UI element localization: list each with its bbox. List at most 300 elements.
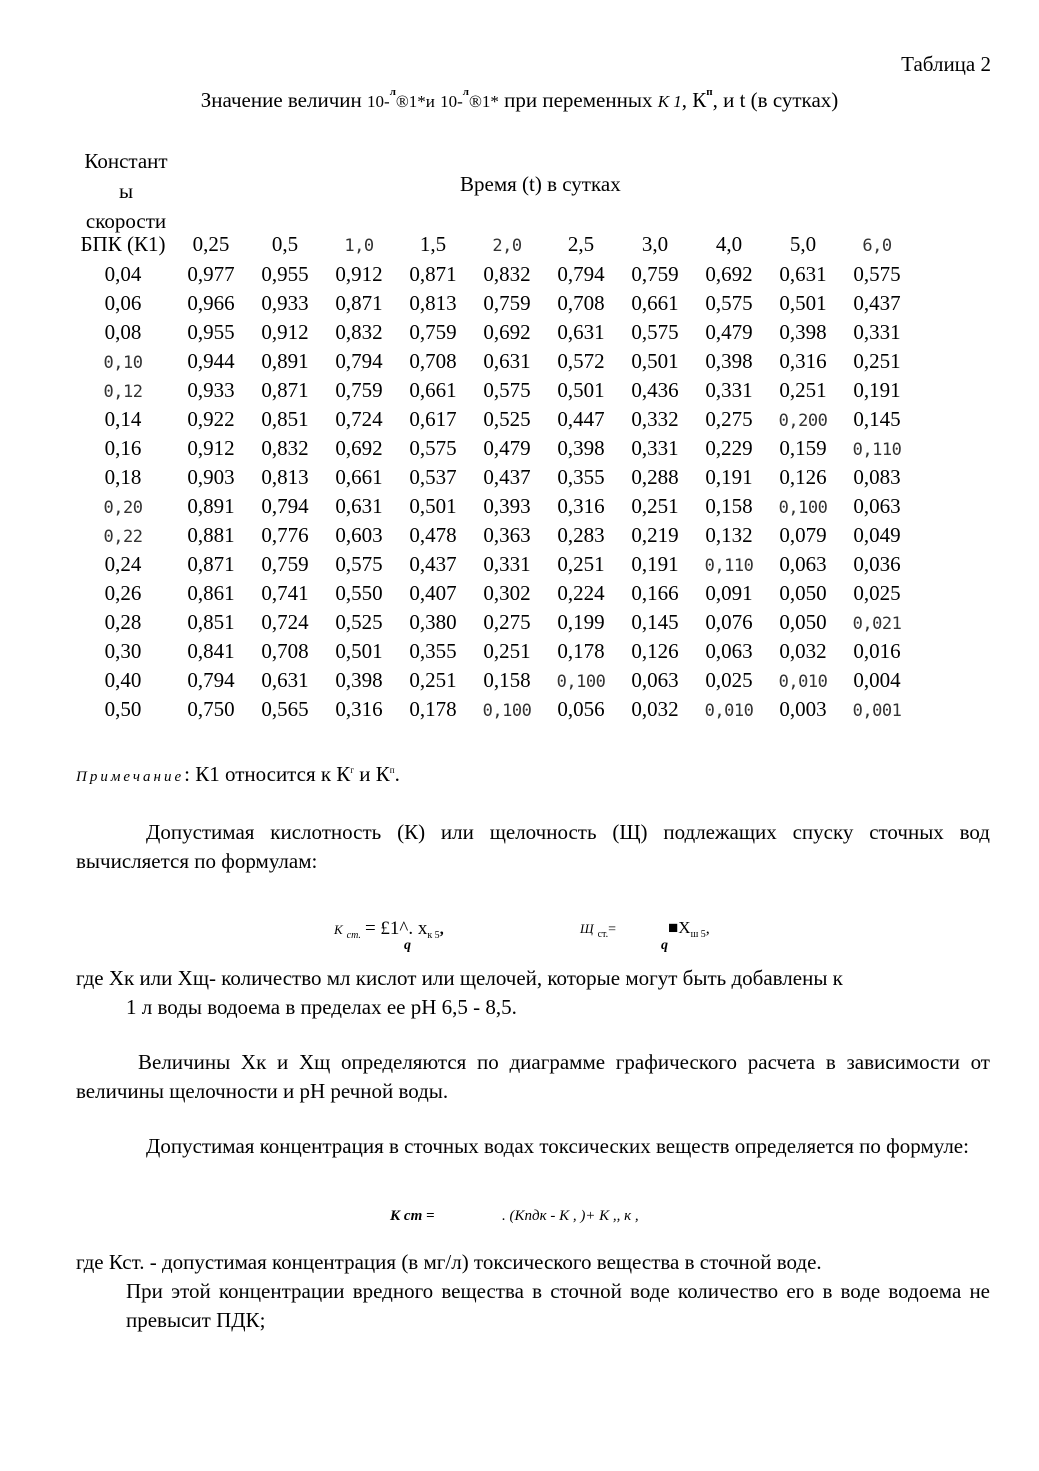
value-text: 0,575 xyxy=(631,320,679,344)
table-row xyxy=(72,521,914,550)
value-text: 0,076 xyxy=(705,610,753,634)
value-text: 1,5 xyxy=(419,231,447,256)
value-text: 0,010 xyxy=(704,701,754,721)
value-text: 0,841 xyxy=(187,639,235,663)
value-text: 0,063 xyxy=(631,668,679,692)
value-text: 0,759 xyxy=(409,320,457,344)
value-text: 0,110 xyxy=(852,440,902,460)
data-table xyxy=(72,228,914,724)
formula-acidity: К $_{ст.}$ = £1^. $х_{к 5}$, xyxy=(334,918,444,942)
rate-constant-cell xyxy=(72,434,174,463)
value-cell xyxy=(766,463,840,492)
formula-k-q: q xyxy=(404,938,411,953)
rate-constant-cell xyxy=(72,376,174,405)
value-text: 0,955 xyxy=(261,262,309,286)
rate-constant-cell xyxy=(72,637,174,666)
const-header xyxy=(76,146,176,236)
value-text: 0,741 xyxy=(261,581,309,605)
value-cell xyxy=(544,347,618,376)
value-text: 0,933 xyxy=(187,378,235,402)
value-text: 0,724 xyxy=(335,407,383,431)
value-text: 6,0 xyxy=(862,235,892,256)
value-text: 0,083 xyxy=(853,465,901,489)
value-text: 0,302 xyxy=(483,581,531,605)
value-text: 0,159 xyxy=(779,436,827,460)
value-text: 0,283 xyxy=(557,523,605,547)
table-row xyxy=(72,347,914,376)
value-cell xyxy=(174,666,248,695)
value-cell xyxy=(470,260,544,289)
value-cell xyxy=(766,492,840,521)
formula-sh-sub: ст. xyxy=(597,929,609,941)
value-text: 0,603 xyxy=(335,523,383,547)
value-text: 0,331 xyxy=(853,320,901,344)
title-box-2: ®1* xyxy=(468,92,499,111)
value-text: 0,050 xyxy=(779,610,827,634)
value-cell xyxy=(470,434,544,463)
value-cell xyxy=(840,695,914,724)
value-cell xyxy=(470,492,544,521)
value-text: 0,380 xyxy=(409,610,457,634)
value-cell xyxy=(396,376,470,405)
formula-sh: Щ xyxy=(580,921,594,936)
value-text: 0,692 xyxy=(483,320,531,344)
value-text: 2,0 xyxy=(492,235,522,256)
value-cell xyxy=(544,376,618,405)
rate-constant-cell xyxy=(72,405,174,434)
value-cell xyxy=(396,463,470,492)
table-title: Значение величин 10-$^л$®1*и 10-$^л$®1* при переменных К 1, $К^п$, и t (в сутках) xyxy=(200,86,839,112)
value-text: 0,912 xyxy=(335,262,383,286)
formula-toxic xyxy=(390,1208,639,1225)
value-cell xyxy=(618,318,692,347)
value-text: 0,661 xyxy=(631,291,679,315)
value-cell xyxy=(396,666,470,695)
value-text: 0,813 xyxy=(261,465,309,489)
value-cell xyxy=(618,695,692,724)
value-text: 0,050 xyxy=(779,581,827,605)
value-text: 0,288 xyxy=(631,465,679,489)
value-text: 3,0 xyxy=(641,231,669,256)
value-text: 0,478 xyxy=(409,523,457,547)
value-cell xyxy=(766,608,840,637)
value-cell xyxy=(396,695,470,724)
value-cell xyxy=(248,347,322,376)
formula-k: К xyxy=(334,922,343,937)
time-column-header xyxy=(766,228,840,260)
value-text: 0,447 xyxy=(557,407,605,431)
value-cell xyxy=(692,463,766,492)
value-cell xyxy=(618,666,692,695)
value-cell xyxy=(396,405,470,434)
value-text: 0,219 xyxy=(631,523,679,547)
value-text: 0,575 xyxy=(335,552,383,576)
value-cell xyxy=(322,637,396,666)
value-cell xyxy=(544,695,618,724)
table-row xyxy=(72,666,914,695)
value-text: 0,912 xyxy=(261,320,309,344)
value-text: 0,813 xyxy=(409,291,457,315)
value-cell xyxy=(840,318,914,347)
value-cell xyxy=(766,318,840,347)
value-text: 0,332 xyxy=(631,407,679,431)
table-row xyxy=(72,289,914,318)
title-box-1: ®1*и xyxy=(395,92,435,111)
value-cell xyxy=(248,492,322,521)
value-text: 0,079 xyxy=(779,523,827,547)
value-cell xyxy=(544,289,618,318)
value-cell xyxy=(248,376,322,405)
value-text: 0,5 xyxy=(271,231,299,256)
value-cell xyxy=(840,463,914,492)
value-text: 0,032 xyxy=(631,697,679,721)
value-text: 0,891 xyxy=(187,494,235,518)
value-cell xyxy=(692,521,766,550)
value-text: 0,132 xyxy=(705,523,753,547)
value-cell xyxy=(322,405,396,434)
title-text-2: при переменных xyxy=(504,88,653,112)
value-cell xyxy=(618,347,692,376)
value-text: 0,708 xyxy=(409,349,457,373)
rate-constant-text: 0,18 xyxy=(104,465,142,489)
value-text: 0,363 xyxy=(483,523,531,547)
value-cell xyxy=(840,608,914,637)
value-text: 0,316 xyxy=(779,349,827,373)
formula-toxic-right: . (Кпдк - К , )+ К ,, к , xyxy=(502,1208,639,1224)
value-text: 0,631 xyxy=(779,262,827,286)
value-text: 0,572 xyxy=(557,349,605,373)
value-text: 0,525 xyxy=(483,407,531,431)
formula-alkalinity xyxy=(580,918,710,940)
note-sup-1: г xyxy=(350,765,355,775)
value-cell xyxy=(618,376,692,405)
rate-constant-cell xyxy=(72,579,174,608)
value-cell xyxy=(248,318,322,347)
value-text: 0,881 xyxy=(187,523,235,547)
value-text: 0,331 xyxy=(705,378,753,402)
value-text: 0,191 xyxy=(631,552,679,576)
value-text: 0,437 xyxy=(853,291,901,315)
value-text: 0,398 xyxy=(335,668,383,692)
value-text: 0,575 xyxy=(409,436,457,460)
rate-constant-text: 0,20 xyxy=(103,498,143,518)
value-text: 0,977 xyxy=(187,262,235,286)
time-header: Время (t) в сутках xyxy=(460,172,621,196)
value-text: 0,355 xyxy=(409,639,457,663)
definition-kst-line-2: При этой концентрации вредного вещества в сточной воде количество его в воде водоема не превысит ПДК; xyxy=(126,1279,990,1332)
note-label: Примечание xyxy=(76,769,185,785)
value-text: 0,575 xyxy=(483,378,531,402)
value-text: 0,479 xyxy=(705,320,753,344)
value-cell xyxy=(470,289,544,318)
value-text: 0,251 xyxy=(779,378,827,402)
value-cell xyxy=(248,434,322,463)
rate-constant-cell xyxy=(72,608,174,637)
title-k2: К xyxy=(692,88,707,112)
value-text: 0,955 xyxy=(187,320,235,344)
table-row xyxy=(72,579,914,608)
value-text: 0,631 xyxy=(335,494,383,518)
time-column-header xyxy=(470,228,544,260)
value-cell xyxy=(322,492,396,521)
value-cell xyxy=(396,347,470,376)
value-cell xyxy=(248,405,322,434)
rate-constant-cell xyxy=(72,695,174,724)
value-cell xyxy=(174,318,248,347)
definition-x-line-1: где Хк или Хщ- количество мл кислот или щелочей, которые могут быть добавлены к xyxy=(76,966,843,990)
value-cell xyxy=(544,608,618,637)
value-text: 0,158 xyxy=(705,494,753,518)
title-expr-2: 10- xyxy=(440,92,463,111)
value-cell xyxy=(174,550,248,579)
value-text: 0,003 xyxy=(779,697,827,721)
value-text: 0,912 xyxy=(187,436,235,460)
value-cell xyxy=(174,579,248,608)
value-cell xyxy=(174,405,248,434)
value-text: 0,229 xyxy=(705,436,753,460)
table-row xyxy=(72,260,914,289)
rate-constant-cell xyxy=(72,666,174,695)
time-column-header xyxy=(322,228,396,260)
value-cell xyxy=(174,608,248,637)
value-cell xyxy=(618,637,692,666)
value-cell xyxy=(840,579,914,608)
value-cell xyxy=(322,376,396,405)
table-row xyxy=(72,405,914,434)
value-cell xyxy=(544,463,618,492)
time-column-header xyxy=(692,228,766,260)
value-cell xyxy=(396,260,470,289)
value-cell xyxy=(766,666,840,695)
value-text: 0,759 xyxy=(631,262,679,286)
value-text: 0,25 xyxy=(192,231,230,256)
value-cell xyxy=(544,637,618,666)
value-cell xyxy=(322,318,396,347)
value-cell xyxy=(766,289,840,318)
rate-constant-text: 0,26 xyxy=(104,581,142,605)
value-text: 0,178 xyxy=(557,639,605,663)
value-cell xyxy=(692,579,766,608)
value-cell xyxy=(692,289,766,318)
value-cell xyxy=(396,637,470,666)
value-text: 0,063 xyxy=(779,552,827,576)
rate-constant-text: 0,06 xyxy=(104,291,142,315)
rate-constant-cell xyxy=(72,463,174,492)
value-text: 0,251 xyxy=(483,639,531,663)
value-text: 0,537 xyxy=(409,465,457,489)
table-note xyxy=(76,762,400,787)
value-cell xyxy=(766,637,840,666)
rate-constant-cell xyxy=(72,289,174,318)
time-column-header xyxy=(174,228,248,260)
time-column-header xyxy=(544,228,618,260)
definition-x xyxy=(76,964,990,1022)
rate-constant-text: 0,14 xyxy=(104,407,142,431)
value-cell xyxy=(248,695,322,724)
value-text: 0,631 xyxy=(261,668,309,692)
title-k1: К 1 xyxy=(657,92,682,111)
value-cell xyxy=(248,666,322,695)
value-cell xyxy=(692,376,766,405)
value-cell xyxy=(766,347,840,376)
rate-constant-text: 0,10 xyxy=(103,353,143,373)
value-cell xyxy=(766,579,840,608)
value-text: 0,063 xyxy=(853,494,901,518)
value-text: 0,871 xyxy=(187,552,235,576)
value-cell xyxy=(618,608,692,637)
title-sup-2: л xyxy=(462,86,469,98)
table-row xyxy=(72,318,914,347)
value-text: 0,191 xyxy=(705,465,753,489)
value-text: 0,331 xyxy=(483,552,531,576)
rate-constant-text: 0,28 xyxy=(104,610,142,634)
value-cell xyxy=(322,666,396,695)
value-text: 0,501 xyxy=(557,378,605,402)
rate-constant-text: БПК (К1) xyxy=(80,231,166,256)
const-header-line: скорости xyxy=(85,209,167,233)
value-cell xyxy=(470,463,544,492)
title-text-1: Значение величин xyxy=(200,88,362,112)
formula-sh-body: ■Х xyxy=(668,918,691,937)
value-text: 0,661 xyxy=(335,465,383,489)
value-text: 0,575 xyxy=(853,262,901,286)
value-cell xyxy=(322,463,396,492)
value-cell xyxy=(692,550,766,579)
value-text: 0,851 xyxy=(261,407,309,431)
value-cell xyxy=(322,289,396,318)
value-cell xyxy=(840,637,914,666)
value-cell xyxy=(840,405,914,434)
value-text: 0,724 xyxy=(261,610,309,634)
rate-constant-cell xyxy=(72,260,174,289)
value-cell xyxy=(544,666,618,695)
value-cell xyxy=(174,289,248,318)
value-text: 0,903 xyxy=(187,465,235,489)
value-text: 0,049 xyxy=(853,523,901,547)
paragraph-diagram: Величины Хк и Хщ определяются по диаграмме графического расчета в зависимости от величины щелочности и рН речной воды. xyxy=(76,1050,990,1103)
value-cell xyxy=(470,550,544,579)
value-text: 0,922 xyxy=(187,407,235,431)
value-cell xyxy=(618,492,692,521)
value-text: 5,0 xyxy=(789,231,817,256)
value-cell xyxy=(544,492,618,521)
value-cell xyxy=(618,579,692,608)
value-cell xyxy=(544,318,618,347)
value-text: 0,100 xyxy=(482,701,532,721)
const-header-line: Констант xyxy=(84,149,168,173)
value-text: 0,794 xyxy=(557,262,605,286)
value-text: 0,224 xyxy=(557,581,605,605)
value-text: 0,692 xyxy=(705,262,753,286)
value-text: 0,398 xyxy=(779,320,827,344)
value-text: 0,944 xyxy=(187,349,235,373)
value-text: 0,501 xyxy=(409,494,457,518)
value-text: 0,565 xyxy=(261,697,309,721)
value-cell xyxy=(544,434,618,463)
value-cell xyxy=(840,521,914,550)
value-cell xyxy=(692,637,766,666)
value-text: 0,550 xyxy=(335,581,383,605)
value-cell xyxy=(470,637,544,666)
rate-constant-text: 0,50 xyxy=(104,697,142,721)
value-cell xyxy=(840,347,914,376)
value-text: 0,398 xyxy=(557,436,605,460)
value-text: 0,056 xyxy=(557,697,605,721)
paragraph-acidity: Допустимая кислотность (К) или щелочность (Щ) подлежащих спуску сточных вод вычисляется по формулам: xyxy=(76,820,990,873)
value-cell xyxy=(174,695,248,724)
value-cell xyxy=(322,434,396,463)
value-cell xyxy=(544,550,618,579)
value-text: 0,025 xyxy=(853,581,901,605)
value-cell xyxy=(618,289,692,318)
value-cell xyxy=(248,637,322,666)
value-cell xyxy=(544,405,618,434)
table-header-row xyxy=(72,228,914,260)
value-text: 0,100 xyxy=(556,672,606,692)
value-text: 0,851 xyxy=(187,610,235,634)
value-cell xyxy=(396,434,470,463)
value-text: 0,759 xyxy=(335,378,383,402)
value-text: 0,200 xyxy=(778,411,828,431)
value-cell xyxy=(618,260,692,289)
value-cell xyxy=(840,376,914,405)
table-row xyxy=(72,637,914,666)
value-cell xyxy=(692,260,766,289)
formula-sh-eq: = xyxy=(608,922,617,937)
value-cell xyxy=(396,289,470,318)
value-cell xyxy=(692,347,766,376)
value-text: 0,436 xyxy=(631,378,679,402)
value-text: 0,251 xyxy=(409,668,457,692)
value-cell xyxy=(840,289,914,318)
value-text: 0,776 xyxy=(261,523,309,547)
value-text: 0,355 xyxy=(557,465,605,489)
value-text: 0,251 xyxy=(853,349,901,373)
value-text: 0,158 xyxy=(483,668,531,692)
value-text: 0,832 xyxy=(335,320,383,344)
rate-constant-text: 0,22 xyxy=(103,527,143,547)
value-cell xyxy=(618,521,692,550)
value-text: 0,001 xyxy=(852,701,902,721)
formula-k-body: = £1^. х xyxy=(364,918,428,939)
value-cell xyxy=(396,579,470,608)
value-text: 0,437 xyxy=(409,552,457,576)
value-cell xyxy=(470,608,544,637)
value-text: 0,708 xyxy=(261,639,309,663)
value-text: 0,316 xyxy=(557,494,605,518)
rate-constant-cell xyxy=(72,492,174,521)
table-row xyxy=(72,695,914,724)
value-text: 0,025 xyxy=(705,668,753,692)
value-text: 0,251 xyxy=(631,494,679,518)
paragraph-toxic: Допустимая концентрация в сточных водах токсических веществ определяется по формуле: xyxy=(146,1134,969,1158)
value-cell xyxy=(174,347,248,376)
value-text: 0,692 xyxy=(335,436,383,460)
const-header-line: ы xyxy=(118,179,134,203)
value-cell xyxy=(766,405,840,434)
rate-constant-text: 0,30 xyxy=(104,639,142,663)
value-cell xyxy=(248,579,322,608)
rate-constant-cell xyxy=(72,228,174,260)
value-text: 0,275 xyxy=(705,407,753,431)
formula-toxic-left: К ст = xyxy=(390,1208,435,1224)
table-number: Таблица 2 xyxy=(901,52,991,76)
value-cell xyxy=(692,492,766,521)
value-cell xyxy=(174,463,248,492)
value-cell xyxy=(174,376,248,405)
title-expr-1: 10- xyxy=(367,92,390,111)
value-cell xyxy=(174,521,248,550)
